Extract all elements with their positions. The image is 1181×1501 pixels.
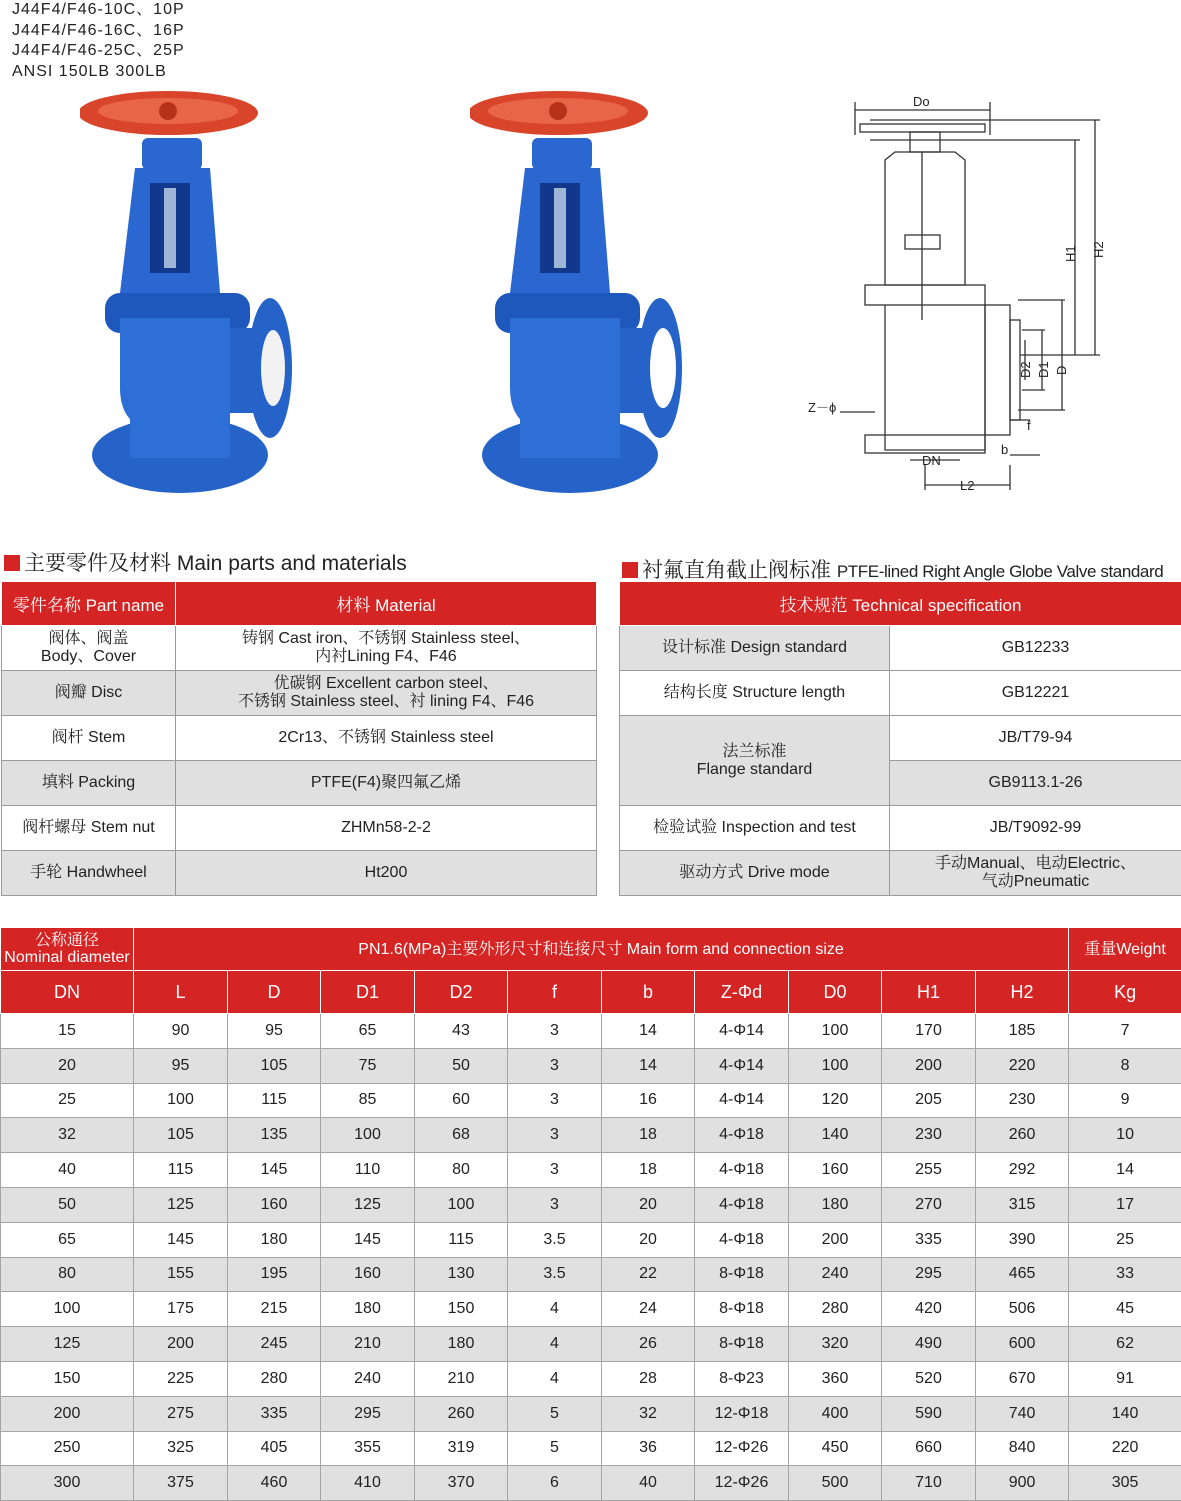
table-cell: 3 [508, 1083, 602, 1118]
table-cell: 4 [508, 1292, 602, 1327]
table-row [620, 851, 1181, 896]
part-material: PTFE(F4)聚四氟乙烯 [176, 761, 597, 806]
table-cell: 390 [976, 1222, 1069, 1257]
table-cell: 220 [1069, 1431, 1181, 1466]
table-cell: 325 [134, 1431, 228, 1466]
table-cell: 12-Φ18 [695, 1396, 789, 1431]
table-row [1, 1014, 1181, 1049]
table-cell: 40 [602, 1466, 695, 1501]
table-cell: 280 [228, 1361, 321, 1396]
column-header: D2 [415, 971, 508, 1014]
table-cell: 160 [321, 1257, 415, 1292]
table-cell: 240 [789, 1257, 882, 1292]
table-cell: 80 [1, 1257, 134, 1292]
table-row [2, 806, 597, 851]
table-cell: 260 [415, 1396, 508, 1431]
part-material-2: 不锈钢 Stainless steel、衬 lining F4、F46 [176, 693, 596, 711]
parts-table [1, 581, 597, 896]
table-cell: 295 [882, 1257, 976, 1292]
table-cell: 18 [602, 1153, 695, 1188]
table-row [620, 626, 1181, 671]
spec-title-cn: 衬氟直角截止阀标准 [642, 559, 831, 582]
part-material: 优碳钢 Excellent carbon steel、 [176, 675, 596, 693]
table-cell: 260 [976, 1118, 1069, 1153]
table-cell: 4-Φ14 [695, 1014, 789, 1049]
table-cell: 4-Φ18 [695, 1222, 789, 1257]
table-row [620, 671, 1181, 716]
table-cell: 32 [1, 1118, 134, 1153]
part-name: 阀体、阀盖 [2, 630, 175, 648]
column-header: Kg [1069, 971, 1181, 1014]
table-row [1, 1153, 1181, 1188]
table-cell: 230 [882, 1118, 976, 1153]
label-l2: L2 [960, 478, 974, 493]
part-name: 阀杆 Stem [2, 716, 176, 761]
section-marker-icon [622, 562, 638, 578]
table-cell: 65 [1, 1222, 134, 1257]
table-cell: 225 [134, 1361, 228, 1396]
dimensions-table [0, 927, 1181, 1501]
column-header-row [1, 971, 1181, 1014]
nominal-diameter-cn: 公称通径 [1, 932, 133, 949]
spec-flange-label [620, 716, 890, 806]
table-cell: 3.5 [508, 1257, 602, 1292]
part-material: 铸钢 Cast iron、不锈钢 Stainless steel、 [176, 630, 596, 648]
model-line: J44F4/F46-16C、16P [12, 21, 185, 42]
table-cell: 740 [976, 1396, 1069, 1431]
table-cell: 840 [976, 1431, 1069, 1466]
parts-title-en: Main parts and materials [177, 552, 407, 575]
table-cell: 319 [415, 1431, 508, 1466]
table-cell: 335 [228, 1396, 321, 1431]
table-cell: 65 [321, 1014, 415, 1049]
table-cell: 180 [321, 1292, 415, 1327]
table-cell: 140 [789, 1118, 882, 1153]
nominal-diameter-en: Nominal diameter [1, 949, 133, 966]
table-cell: 135 [228, 1118, 321, 1153]
spec-structure-label: 结构长度 Structure length [620, 671, 890, 716]
table-cell: 4-Φ18 [695, 1118, 789, 1153]
table-cell: 506 [976, 1292, 1069, 1327]
parts-section-title [4, 547, 407, 577]
part-name: 手轮 Handwheel [2, 851, 176, 896]
table-cell: 140 [1069, 1396, 1181, 1431]
table-row [1, 1187, 1181, 1222]
table-cell: 5 [508, 1396, 602, 1431]
table-cell: 80 [415, 1153, 508, 1188]
table-cell: 100 [321, 1118, 415, 1153]
table-cell: 240 [321, 1361, 415, 1396]
spec-drive-value [890, 851, 1181, 896]
table-row [1, 1048, 1181, 1083]
table-cell: 28 [602, 1361, 695, 1396]
table-row [1, 1431, 1181, 1466]
table-row [1, 1118, 1181, 1153]
table-cell: 4 [508, 1327, 602, 1362]
table-row [1, 1361, 1181, 1396]
column-header: Z-Φd [695, 971, 789, 1014]
table-cell: 43 [415, 1014, 508, 1049]
table-cell: 250 [1, 1431, 134, 1466]
table-row [1, 1327, 1181, 1362]
table-cell: 25 [1, 1083, 134, 1118]
nominal-diameter-header [1, 928, 134, 971]
table-cell: 305 [1069, 1466, 1181, 1501]
valve-photo-2 [470, 88, 690, 498]
table-cell: 5 [508, 1431, 602, 1466]
table-cell: 150 [1, 1361, 134, 1396]
spec-flange-value-1: JB/T79-94 [890, 716, 1181, 761]
part-material-2: 内衬Lining F4、F46 [176, 648, 596, 666]
table-cell: 200 [882, 1048, 976, 1083]
table-cell: 255 [882, 1153, 976, 1188]
spec-title-en: PTFE-lined Right Angle Globe Valve standard [837, 562, 1163, 581]
part-name: 阀杆螺母 Stem nut [2, 806, 176, 851]
table-cell: 91 [1069, 1361, 1181, 1396]
table-cell: 32 [602, 1396, 695, 1431]
table-cell: 335 [882, 1222, 976, 1257]
table-cell: 50 [1, 1187, 134, 1222]
table-cell: 105 [228, 1048, 321, 1083]
spec-inspection-value: JB/T9092-99 [890, 806, 1181, 851]
table-cell: 8-Φ18 [695, 1327, 789, 1362]
table-cell: 210 [321, 1327, 415, 1362]
part-name: 阀瓣 Disc [2, 684, 175, 702]
table-cell: 100 [415, 1187, 508, 1222]
table-cell: 75 [321, 1048, 415, 1083]
table-cell: 200 [134, 1327, 228, 1362]
table-cell: 215 [228, 1292, 321, 1327]
table-cell: 105 [134, 1118, 228, 1153]
table-cell: 33 [1069, 1257, 1181, 1292]
column-header: DN [1, 971, 134, 1014]
spec-design-value: GB12233 [890, 626, 1181, 671]
table-cell: 15 [1, 1014, 134, 1049]
column-header: f [508, 971, 602, 1014]
table-cell: 120 [789, 1083, 882, 1118]
table-row [2, 761, 597, 806]
table-row [1, 1222, 1181, 1257]
table-cell: 100 [789, 1014, 882, 1049]
table-cell: 450 [789, 1431, 882, 1466]
table-cell: 50 [415, 1048, 508, 1083]
spec-inspection-label: 检验试验 Inspection and test [620, 806, 890, 851]
table-cell: 600 [976, 1327, 1069, 1362]
table-row [1, 1257, 1181, 1292]
label-d2: D2 [1018, 361, 1033, 378]
main-size-header: PN1.6(MPa)主要外形尺寸和连接尺寸 Main form and connection size [134, 928, 1069, 971]
table-cell: 9 [1069, 1083, 1181, 1118]
table-cell: 200 [1, 1396, 134, 1431]
parts-header-material: 材料 Material [176, 582, 597, 626]
table-cell: 315 [976, 1187, 1069, 1222]
table-cell: 400 [789, 1396, 882, 1431]
table-cell: 160 [789, 1153, 882, 1188]
part-name: 填料 Packing [2, 761, 176, 806]
table-cell: 85 [321, 1083, 415, 1118]
table-cell: 20 [1, 1048, 134, 1083]
table-cell: 900 [976, 1466, 1069, 1501]
table-cell: 420 [882, 1292, 976, 1327]
table-cell: 210 [415, 1361, 508, 1396]
table-cell: 460 [228, 1466, 321, 1501]
table-cell: 125 [134, 1187, 228, 1222]
table-cell: 180 [415, 1327, 508, 1362]
table-cell: 14 [1069, 1153, 1181, 1188]
table-cell: 195 [228, 1257, 321, 1292]
table-cell: 405 [228, 1431, 321, 1466]
table-cell: 14 [602, 1014, 695, 1049]
label-h1: H1 [1063, 245, 1078, 262]
table-cell: 20 [602, 1187, 695, 1222]
table-row [2, 626, 597, 671]
table-cell: 14 [602, 1048, 695, 1083]
table-cell: 370 [415, 1466, 508, 1501]
label-do: Do [913, 94, 930, 109]
table-cell: 3 [508, 1153, 602, 1188]
table-cell: 20 [602, 1222, 695, 1257]
table-cell: 280 [789, 1292, 882, 1327]
table-cell: 125 [321, 1187, 415, 1222]
column-header: D0 [789, 971, 882, 1014]
table-row [2, 716, 597, 761]
table-cell: 710 [882, 1466, 976, 1501]
table-cell: 100 [134, 1083, 228, 1118]
table-cell: 4-Φ18 [695, 1153, 789, 1188]
table-cell: 8-Φ18 [695, 1292, 789, 1327]
table-cell: 292 [976, 1153, 1069, 1188]
spec-section-title [622, 554, 1163, 584]
table-cell: 160 [228, 1187, 321, 1222]
table-cell: 115 [415, 1222, 508, 1257]
table-cell: 220 [976, 1048, 1069, 1083]
table-cell: 95 [228, 1014, 321, 1049]
table-cell: 25 [1069, 1222, 1181, 1257]
label-d1: D1 [1036, 361, 1051, 378]
table-row [1, 1083, 1181, 1118]
table-cell: 270 [882, 1187, 976, 1222]
table-cell: 68 [415, 1118, 508, 1153]
table-cell: 295 [321, 1396, 415, 1431]
spec-structure-value: GB12221 [890, 671, 1181, 716]
table-cell: 4-Φ14 [695, 1048, 789, 1083]
table-cell: 62 [1069, 1327, 1181, 1362]
dimension-drawing [800, 90, 1120, 500]
table-cell: 170 [882, 1014, 976, 1049]
table-cell: 275 [134, 1396, 228, 1431]
label-h2: H2 [1091, 241, 1106, 258]
table-cell: 16 [602, 1083, 695, 1118]
table-cell: 100 [1, 1292, 134, 1327]
table-cell: 200 [789, 1222, 882, 1257]
model-line: J44F4/F46-10C、10P [12, 0, 185, 21]
table-cell: 355 [321, 1431, 415, 1466]
table-cell: 590 [882, 1396, 976, 1431]
spec-drive-label: 驱动方式 Drive mode [620, 851, 890, 896]
table-cell: 155 [134, 1257, 228, 1292]
table-cell: 360 [789, 1361, 882, 1396]
table-row [2, 851, 597, 896]
table-cell: 7 [1069, 1014, 1181, 1049]
table-cell: 12-Φ26 [695, 1431, 789, 1466]
table-row [1, 1292, 1181, 1327]
spec-table [619, 581, 1181, 896]
table-cell: 320 [789, 1327, 882, 1362]
label-zphi: Z－ϕ [808, 400, 836, 415]
section-marker-icon [4, 555, 20, 571]
spec-flange-label-cn: 法兰标准 [620, 743, 889, 761]
column-header: D1 [321, 971, 415, 1014]
table-cell: 3 [508, 1118, 602, 1153]
table-cell: 100 [789, 1048, 882, 1083]
table-cell: 180 [789, 1187, 882, 1222]
column-header: L [134, 971, 228, 1014]
table-cell: 500 [789, 1466, 882, 1501]
table-cell: 3 [508, 1014, 602, 1049]
column-header: D [228, 971, 321, 1014]
column-header: b [602, 971, 695, 1014]
table-cell: 3 [508, 1187, 602, 1222]
label-dn: DN [922, 453, 941, 468]
model-line: ANSI 150LB 300LB [12, 62, 185, 83]
part-material: ZHMn58-2-2 [176, 806, 597, 851]
table-cell: 3.5 [508, 1222, 602, 1257]
table-cell: 465 [976, 1257, 1069, 1292]
table-cell: 300 [1, 1466, 134, 1501]
label-d: D [1054, 366, 1069, 375]
table-cell: 95 [134, 1048, 228, 1083]
table-cell: 490 [882, 1327, 976, 1362]
table-cell: 36 [602, 1431, 695, 1466]
spec-drive-value-1: 手动Manual、电动Electric、 [890, 855, 1181, 873]
table-cell: 8 [1069, 1048, 1181, 1083]
table-row [1, 1466, 1181, 1501]
table-cell: 4-Φ18 [695, 1187, 789, 1222]
table-cell: 670 [976, 1361, 1069, 1396]
table-row [620, 716, 1181, 761]
table-cell: 10 [1069, 1118, 1181, 1153]
label-b: b [1001, 442, 1008, 457]
table-cell: 8-Φ18 [695, 1257, 789, 1292]
table-cell: 145 [228, 1153, 321, 1188]
part-material: Ht200 [176, 851, 597, 896]
table-cell: 115 [134, 1153, 228, 1188]
table-cell: 410 [321, 1466, 415, 1501]
label-f: f [1027, 418, 1031, 433]
table-cell: 45 [1069, 1292, 1181, 1327]
spec-drive-value-2: 气动Pneumatic [890, 873, 1181, 891]
dimensions-body [1, 1014, 1181, 1501]
table-cell: 12-Φ26 [695, 1466, 789, 1501]
table-cell: 145 [321, 1222, 415, 1257]
valve-photo-1 [80, 88, 300, 498]
table-cell: 4 [508, 1361, 602, 1396]
table-row [1, 1396, 1181, 1431]
table-cell: 175 [134, 1292, 228, 1327]
parts-title-cn: 主要零件及材料 [24, 552, 171, 575]
column-header: H2 [976, 971, 1069, 1014]
table-cell: 40 [1, 1153, 134, 1188]
table-cell: 26 [602, 1327, 695, 1362]
part-name-en: Body、Cover [2, 648, 175, 666]
table-cell: 125 [1, 1327, 134, 1362]
table-cell: 24 [602, 1292, 695, 1327]
table-cell: 3 [508, 1048, 602, 1083]
table-cell: 205 [882, 1083, 976, 1118]
part-material: 2Cr13、不锈钢 Stainless steel [176, 716, 597, 761]
spec-flange-value-2: GB9113.1-26 [890, 761, 1181, 806]
table-row [2, 671, 597, 716]
table-cell: 18 [602, 1118, 695, 1153]
table-cell: 4-Φ14 [695, 1083, 789, 1118]
table-cell: 6 [508, 1466, 602, 1501]
table-cell: 660 [882, 1431, 976, 1466]
model-list [12, 0, 185, 82]
parts-header-name: 零件名称 Part name [2, 582, 176, 626]
table-cell: 110 [321, 1153, 415, 1188]
table-cell: 8-Φ23 [695, 1361, 789, 1396]
table-cell: 150 [415, 1292, 508, 1327]
table-cell: 245 [228, 1327, 321, 1362]
table-cell: 17 [1069, 1187, 1181, 1222]
table-cell: 375 [134, 1466, 228, 1501]
table-cell: 180 [228, 1222, 321, 1257]
table-row [620, 806, 1181, 851]
table-cell: 520 [882, 1361, 976, 1396]
table-cell: 22 [602, 1257, 695, 1292]
weight-header: 重量Weight [1069, 928, 1181, 971]
spec-design-label: 设计标准 Design standard [620, 626, 890, 671]
table-cell: 130 [415, 1257, 508, 1292]
table-cell: 90 [134, 1014, 228, 1049]
table-cell: 60 [415, 1083, 508, 1118]
column-header: H1 [882, 971, 976, 1014]
table-cell: 230 [976, 1083, 1069, 1118]
table-cell: 145 [134, 1222, 228, 1257]
spec-header: 技术规范 Technical specification [620, 582, 1181, 626]
table-cell: 115 [228, 1083, 321, 1118]
spec-flange-label-en: Flange standard [620, 761, 889, 779]
table-cell: 185 [976, 1014, 1069, 1049]
model-line: J44F4/F46-25C、25P [12, 41, 185, 62]
